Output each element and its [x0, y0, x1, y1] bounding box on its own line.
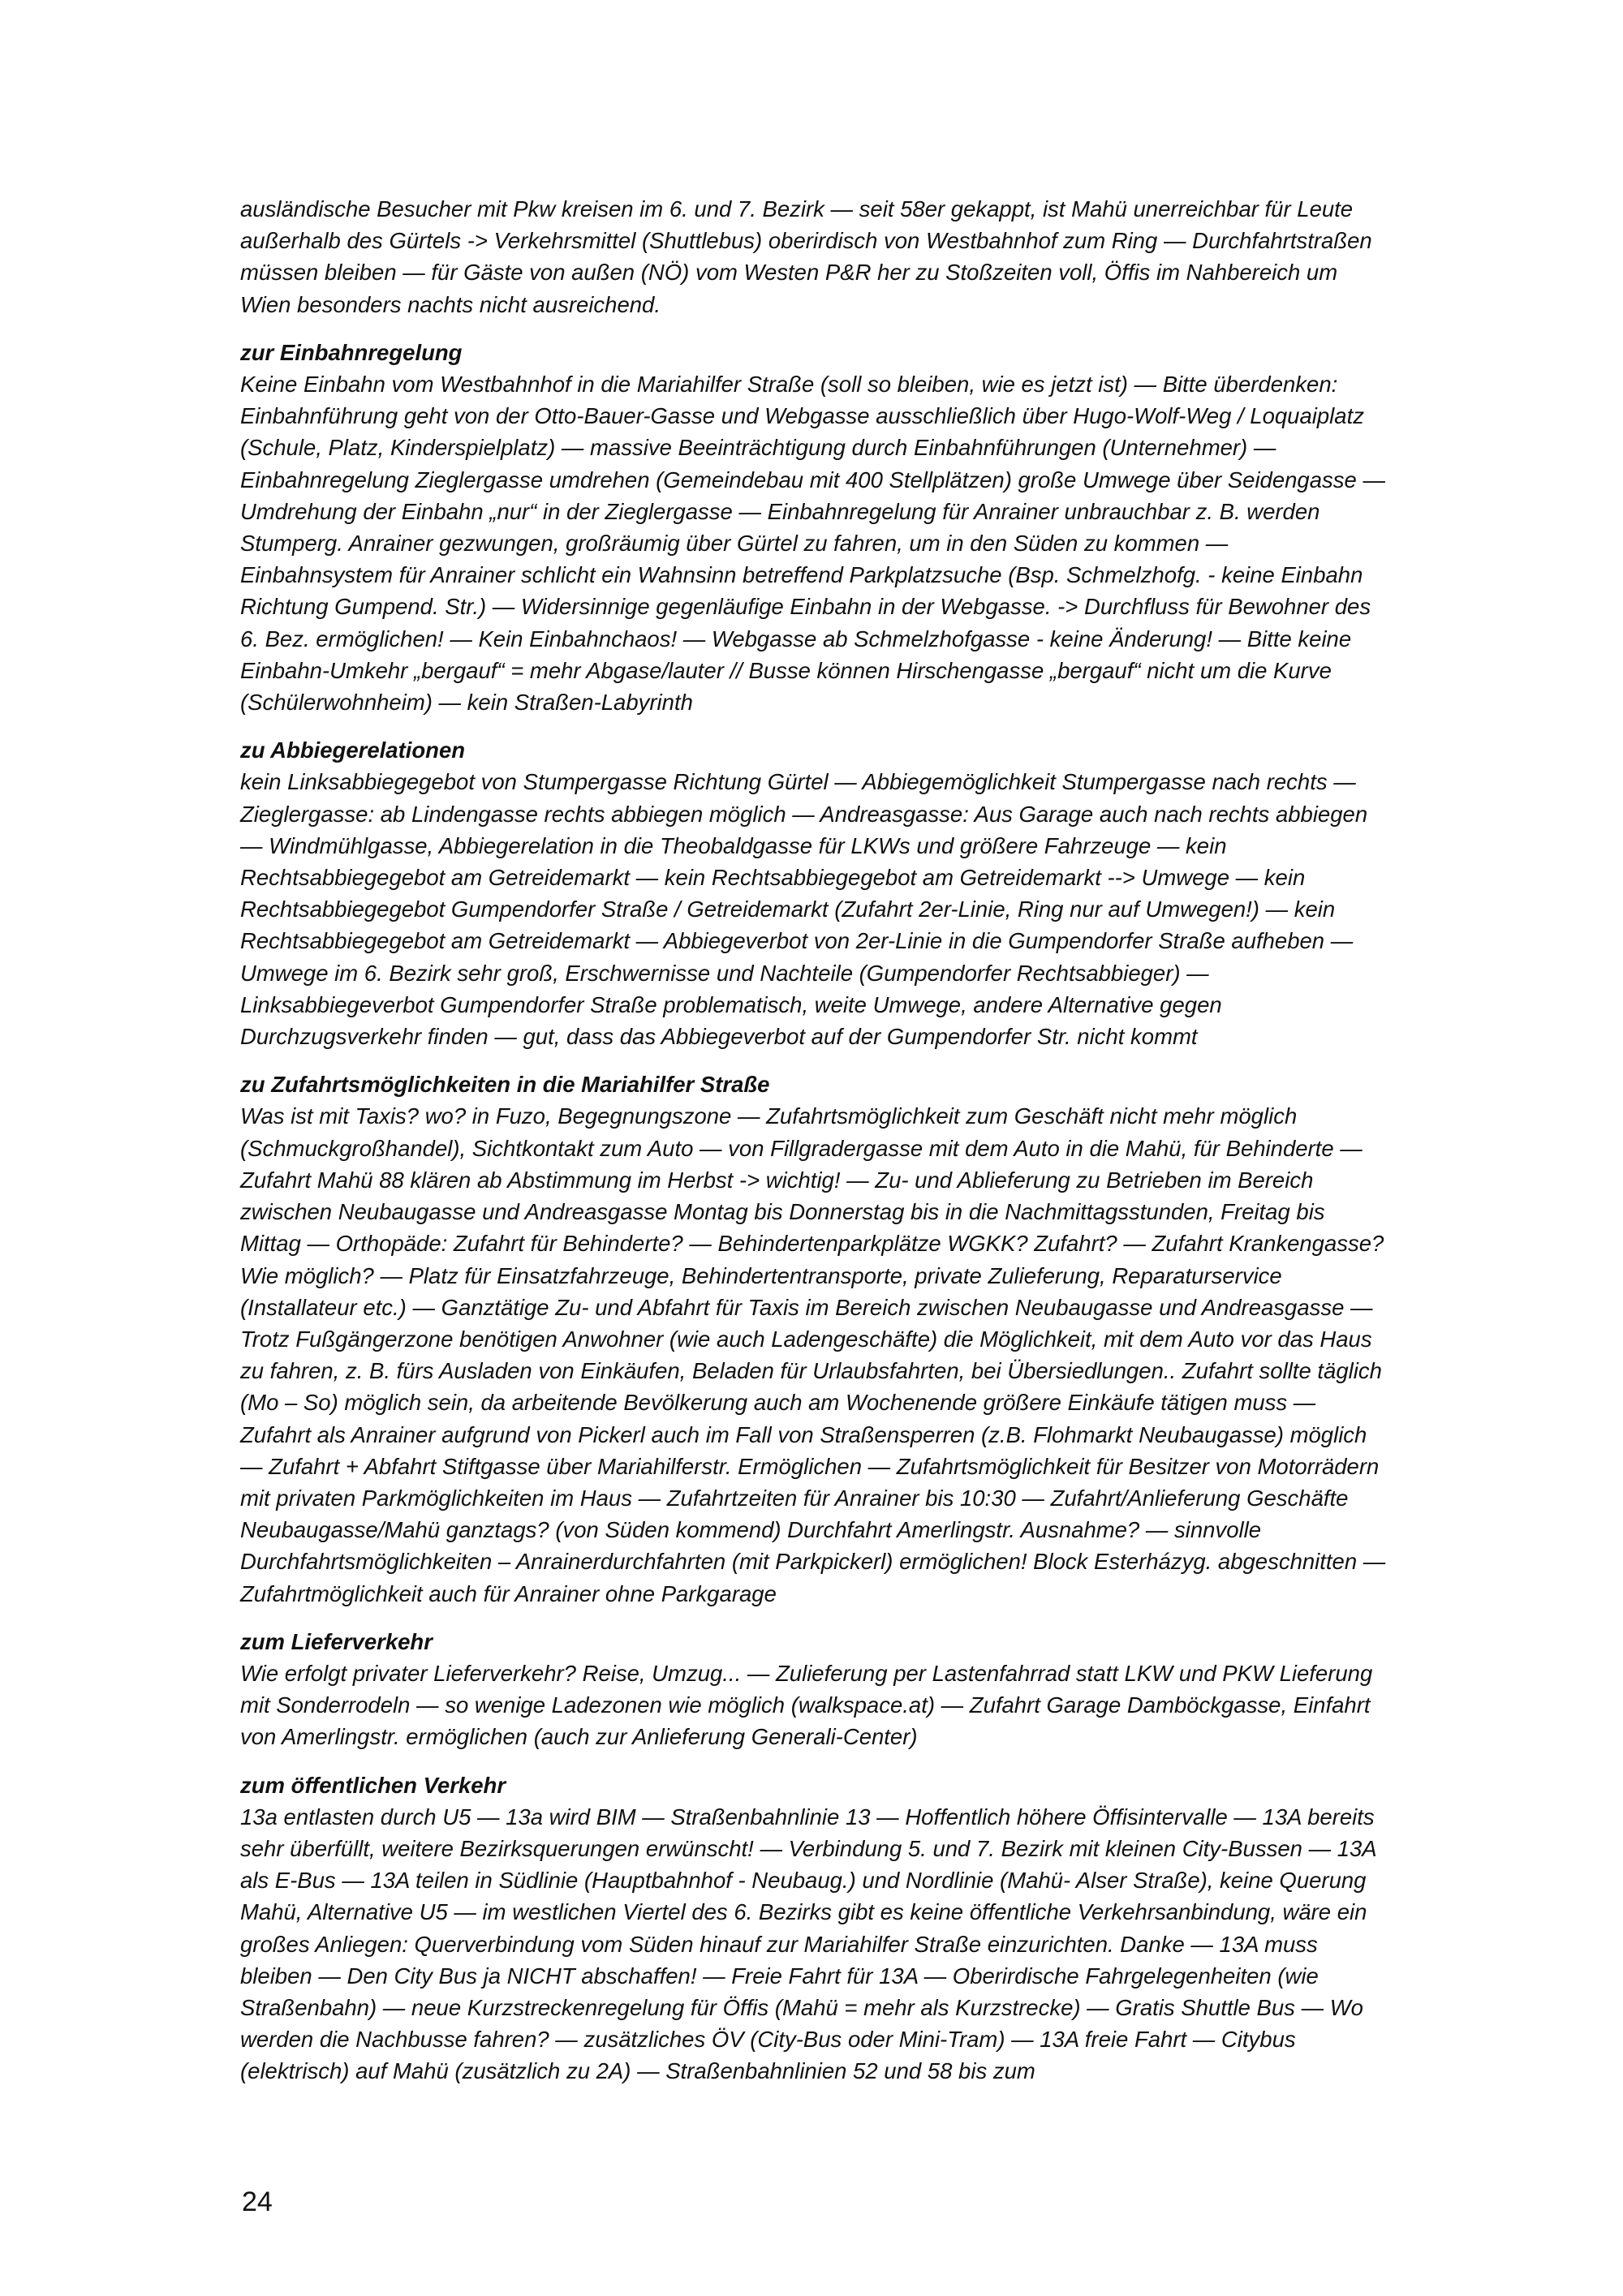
section-einbahnregelung — [240, 337, 1386, 718]
intro-paragraph: ausländische Besucher mit Pkw kreisen im 6. und 7. Bezirk — seit 58er gekappt, ist Mahü unerreichbar für Leute außerhalb des Gürtels -> Verkehrsmittel (Shuttlebus) oberirdisch von Westbahnhof zum Ring — Durchfahrtstraßen müssen bleiben — für Gäste von außen (NÖ) vom Westen P&R her zu Stoßzeiten voll, Öffis im Nahbereich um Wien besonders nachts nicht ausreichend. — [240, 196, 1372, 317]
document-body — [240, 193, 1386, 2104]
section-abbiegerelationen — [240, 734, 1386, 1052]
section-text: Was ist mit Taxis? wo? in Fuzo, Begegnungszone — Zufahrtsmöglichkeit zum Geschäft nicht mehr möglich (Schmuckgroßhandel), Sichtkontakt zum Auto — von Fillgradergasse mit dem Auto in die Mahü, für Behinderte — Zufahrt Mahü 88 klären ab Abstimmung im Herbst -> wichtig! — Zu- und Ablieferung zu Betrieben im Bereich zwischen Neubaugasse und Andreasgasse Montag bis Donnerstag bis in die Nachmittagsstunden, Freitag bis Mittag — Orthopäde: Zufahrt für Behinderte? — Behindertenparkplätze WGKK? Zufahrt? — Zufahrt Krankengasse? Wie möglich? — Platz für Einsatzfahrzeuge, Behindertentransporte, private Zulieferung, Reparaturservice (Installateur etc.) — Ganztätige Zu- und Abfahrt für Taxis im Bereich zwischen Neubaugasse und Andreasgasse — Trotz Fußgängerzone benötigen Anwohner (wie auch Ladengeschäfte) die Möglichkeit, mit dem Auto vor das Haus zu fahren, z. B. fürs Ausladen von Einkäufen, Beladen für Urlaubsfahrten, bei Übersiedlungen.. Zufahrt sollte täglich (Mo – So) möglich sein, da arbeitende Bevölkerung auch am Wochenende größere Einkäufe tätigen muss — Zufahrt als Anrainer aufgrund von Pickerl auch im Fall von Straßensperren (z.B. Flohmarkt Neubaugasse) möglich — Zufahrt + Abfahrt Stiftgasse über Mariahilferstr. Ermöglichen — Zufahrtsmöglichkeit für Besitzer von Motorrädern mit privaten Parkmöglichkeiten im Haus — Zufahrtzeiten für Anrainer bis 10:30 — Zufahrt/Anlieferung Geschäfte Neubaugasse/Mahü ganztags? (von Süden kommend) Durchfahrt Amerlingstr. Ausnahme? — sinnvolle Durchfahrtsmöglichkeiten – Anrainerdurchfahrten (mit Parkpickerl) ermöglichen! Block Esterházyg. abgeschnitten — Zufahrtmöglichkeit auch für Anrainer ohne Parkgarage — [240, 1103, 1386, 1606]
section-heading: zum öffentlichen Verkehr — [240, 1772, 506, 1798]
section-text: kein Linksabbiegegebot von Stumpergasse Richtung Gürtel — Abbiegemöglichkeit Stumpergasse nach rechts — Zieglergasse: ab Lindengasse rechts abbiegen möglich — Andreasgasse: Aus Garage auch nach rechts abbiegen — Windmühlgasse, Abbiegerelation in die Theobaldgasse für LKWs und größere Fahrzeuge — kein Rechtsabbiegegebot am Getreidemarkt — kein Rechtsabbiegegebot am Getreidemarkt --> Umwege — kein Rechtsabbiegegebot Gumpendorfer Straße / Getreidemarkt (Zufahrt 2er-Linie, Ring nur auf Umwegen!) — kein Rechtsabbiegegebot am Getreidemarkt — Abbiegeverbot von 2er-Linie in die Gumpendorfer Straße aufheben — Umwege im 6. Bezirk sehr groß, Erschwernisse und Nachteile (Gumpendorfer Rechtsabbieger) — Linksabbiegeverbot Gumpendorfer Straße problematisch, weite Umwege, andere Alternative gegen Durchzugsverkehr finden — gut, dass das Abbiegeverbot auf der Gumpendorfer Str. nicht kommt — [240, 769, 1368, 1050]
section-heading: zu Abbiegerelationen — [240, 737, 466, 763]
section-oeffentlicher-verkehr — [240, 1769, 1386, 2087]
section-heading: zum Lieferverkehr — [240, 1628, 433, 1654]
intro-section — [240, 193, 1386, 320]
section-text: Wie erfolgt privater Lieferverkehr? Reise, Umzug... — Zulieferung per Lastenfahrrad statt LKW und PKW Lieferung mit Sonderrodeln — so wenige Ladezonen wie möglich (walkspace.at) — Zufahrt Garage Damböckgasse, Einfahrt von Amerlingstr. ermöglichen (auch zur Anlieferung Generali-Center) — [240, 1660, 1373, 1750]
section-zufahrtsmoeglichkeiten — [240, 1068, 1386, 1609]
page-number: 24 — [242, 2186, 273, 2217]
section-heading: zu Zufahrtsmöglichkeiten in die Mariahilfer Straße — [240, 1072, 770, 1098]
section-heading: zur Einbahnregelung — [240, 339, 463, 365]
section-text: 13a entlasten durch U5 — 13a wird BIM — Straßenbahnlinie 13 — Hoffentlich höhere Öffisintervalle — 13A bereits sehr überfüllt, weitere Bezirksquerungen erwünscht! — Verbindung 5. und 7. Bezirk mit kleinen City-Bussen — 13A als E-Bus — 13A teilen in Südlinie (Hauptbahnhof - Neubaug.) und Nordlinie (Mahü- Alser Straße), keine Querung Mahü, Alternative U5 — im westlichen Viertel des 6. Bezirks gibt es keine öffentliche Verkehrsanbindung, wäre ein großes Anliegen: Querverbindung vom Süden hinauf zur Mariahilfer Straße einzurichten. Danke — 13A muss bleiben — Den City Bus ja NICHT abschaffen! — Freie Fahrt für 13A — Oberirdische Fahrgelegenheiten (wie Straßenbahn) — neue Kurzstreckenregelung für Öffis (Mahü = mehr als Kurzstrecke) — Gratis Shuttle Bus — Wo werden die Nachbusse fahren? — zusätzliches ÖV (City-Bus oder Mini-Tram) — 13A freie Fahrt — Citybus (elektrisch) auf Mahü (zusätzlich zu 2A) — Straßenbahnlinien 52 und 58 bis zum — [240, 1804, 1376, 2084]
section-lieferverkehr — [240, 1626, 1386, 1753]
section-text: Keine Einbahn vom Westbahnhof in die Mariahilfer Straße (soll so bleiben, wie es jetzt ist) — Bitte überdenken: Einbahnführung geht von der Otto-Bauer-Gasse und Webgasse ausschließlich über Hugo-Wolf-Weg / Loquaiplatz (Schule, Platz, Kinderspielplatz) — massive Beeinträchtigung durch Einbahnführungen (Unternehmer) — Einbahnregelung Zieglergasse umdrehen (Gemeindebau mit 400 Stellplätzen) große Umwege über Seidengasse — Umdrehung der Einbahn „nur“ in der Zieglergasse — Einbahnregelung für Anrainer unbrauchbar z. B. werden Stumperg. Anrainer gezwungen, großräumig über Gürtel zu fahren, um in den Süden zu kommen — Einbahnsystem für Anrainer schlicht ein Wahnsinn betreffend Parkplatzsuche (Bsp. Schmelzhofg. - keine Einbahn Richtung Gumpend. Str.) — Widersinnige gegenläufige Einbahn in der Webgasse. -> Durchfluss für Bewohner des 6. Bez. ermöglichen! — Kein Einbahnchaos! — Webgasse ab Schmelzhofgasse - keine Änderung! — Bitte keine Einbahn-Umkehr „bergauf“ = mehr Abgase/lauter // Busse können Hirschengasse „bergauf“ nicht um die Kurve (Schülerwohnheim) — kein Straßen-Labyrinth — [240, 372, 1385, 716]
